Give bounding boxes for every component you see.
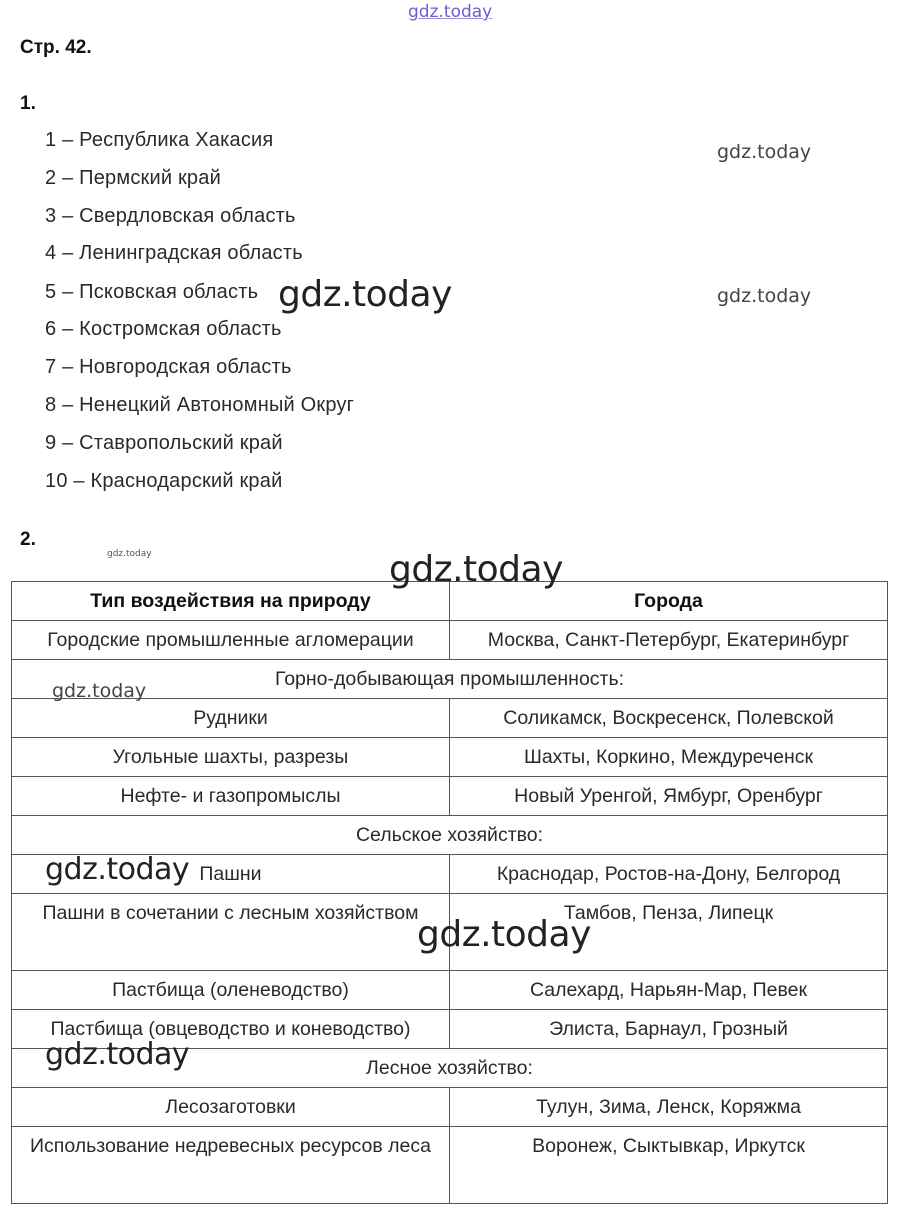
impact-cell: Нефте- и газопромыслы [12, 777, 450, 816]
table-group-row [12, 816, 888, 855]
impact-cell: Рудники [12, 699, 450, 738]
impact-cell: Пастбища (овцеводство и коневодство) [12, 1010, 450, 1049]
table-row [12, 699, 888, 738]
list-item: 3 – Свердловская область [45, 205, 296, 227]
cities-cell: Москва, Санкт-Петербург, Екатеринбург [450, 621, 888, 660]
section-2-number: 2. [20, 529, 36, 550]
cities-cell: Тамбов, Пенза, Липецк [450, 894, 888, 971]
watermark-small: gdz.today [717, 285, 812, 307]
cities-cell: Краснодар, Ростов-на-Дону, Белгород [450, 855, 888, 894]
list-item: 8 – Ненецкий Автономный Округ [45, 394, 355, 416]
cities-cell: Шахты, Коркино, Междуреченск [450, 738, 888, 777]
impact-cell: Лесозаготовки [12, 1088, 450, 1127]
list-item: 5 – Псковская область [45, 281, 259, 303]
watermark-tiny: gdz.today [107, 549, 152, 559]
list-item: 10 – Краснодарский край [45, 470, 283, 492]
table-row [12, 1088, 888, 1127]
impact-cell: Использование недревесных ресурсов леса [12, 1127, 450, 1204]
impact-cell: Пашни в сочетании с лесным хозяйством [12, 894, 450, 971]
cities-cell: Салехард, Нарьян-Мар, Певек [450, 971, 888, 1010]
list-item: 4 – Ленинградская область [45, 242, 303, 264]
list-item: 9 – Ставропольский край [45, 432, 283, 454]
group-label: Горно-добывающая промышленность: [12, 660, 888, 699]
watermark-small: gdz.today [52, 680, 147, 702]
cities-cell: Элиста, Барнаул, Грозный [450, 1010, 888, 1049]
watermark-large: gdz.today [45, 852, 190, 887]
table-row [12, 777, 888, 816]
watermark-large: gdz.today [45, 1037, 190, 1072]
list-item: 2 – Пермский край [45, 167, 221, 189]
page-heading: Стр. 42. [20, 37, 92, 58]
impact-cell: Угольные шахты, разрезы [12, 738, 450, 777]
cities-cell: Новый Уренгой, Ямбург, Оренбург [450, 777, 888, 816]
list-item: 1 – Республика Хакасия [45, 129, 274, 151]
impact-table [11, 581, 888, 1204]
table-row [12, 1127, 888, 1204]
section-1-number: 1. [20, 93, 36, 114]
table-row [12, 738, 888, 777]
watermark-large: gdz.today [389, 549, 563, 590]
watermark-large: gdz.today [417, 914, 591, 955]
group-label: Лесное хозяйство: [12, 1049, 888, 1088]
header-impact-type: Тип воздействия на природу [12, 582, 450, 621]
table-row [12, 971, 888, 1010]
impact-cell: Пастбища (оленеводство) [12, 971, 450, 1010]
watermark-small: gdz.today [717, 141, 812, 163]
group-label: Сельское хозяйство: [12, 816, 888, 855]
cities-cell: Воронеж, Сыктывкар, Иркутск [450, 1127, 888, 1204]
cities-cell: Соликамск, Воскресенск, Полевской [450, 699, 888, 738]
impact-cell: Пашни [12, 855, 450, 894]
list-item: 7 – Новгородская область [45, 356, 292, 378]
impact-cell: Городские промышленные агломерации [12, 621, 450, 660]
watermark-large: gdz.today [278, 274, 452, 315]
cities-cell: Тулун, Зима, Ленск, Коряжма [450, 1088, 888, 1127]
list-item: 6 – Костромская область [45, 318, 282, 340]
table-row [12, 621, 888, 660]
watermark-top: gdz.today [408, 2, 493, 22]
header-cities: Города [450, 582, 888, 621]
